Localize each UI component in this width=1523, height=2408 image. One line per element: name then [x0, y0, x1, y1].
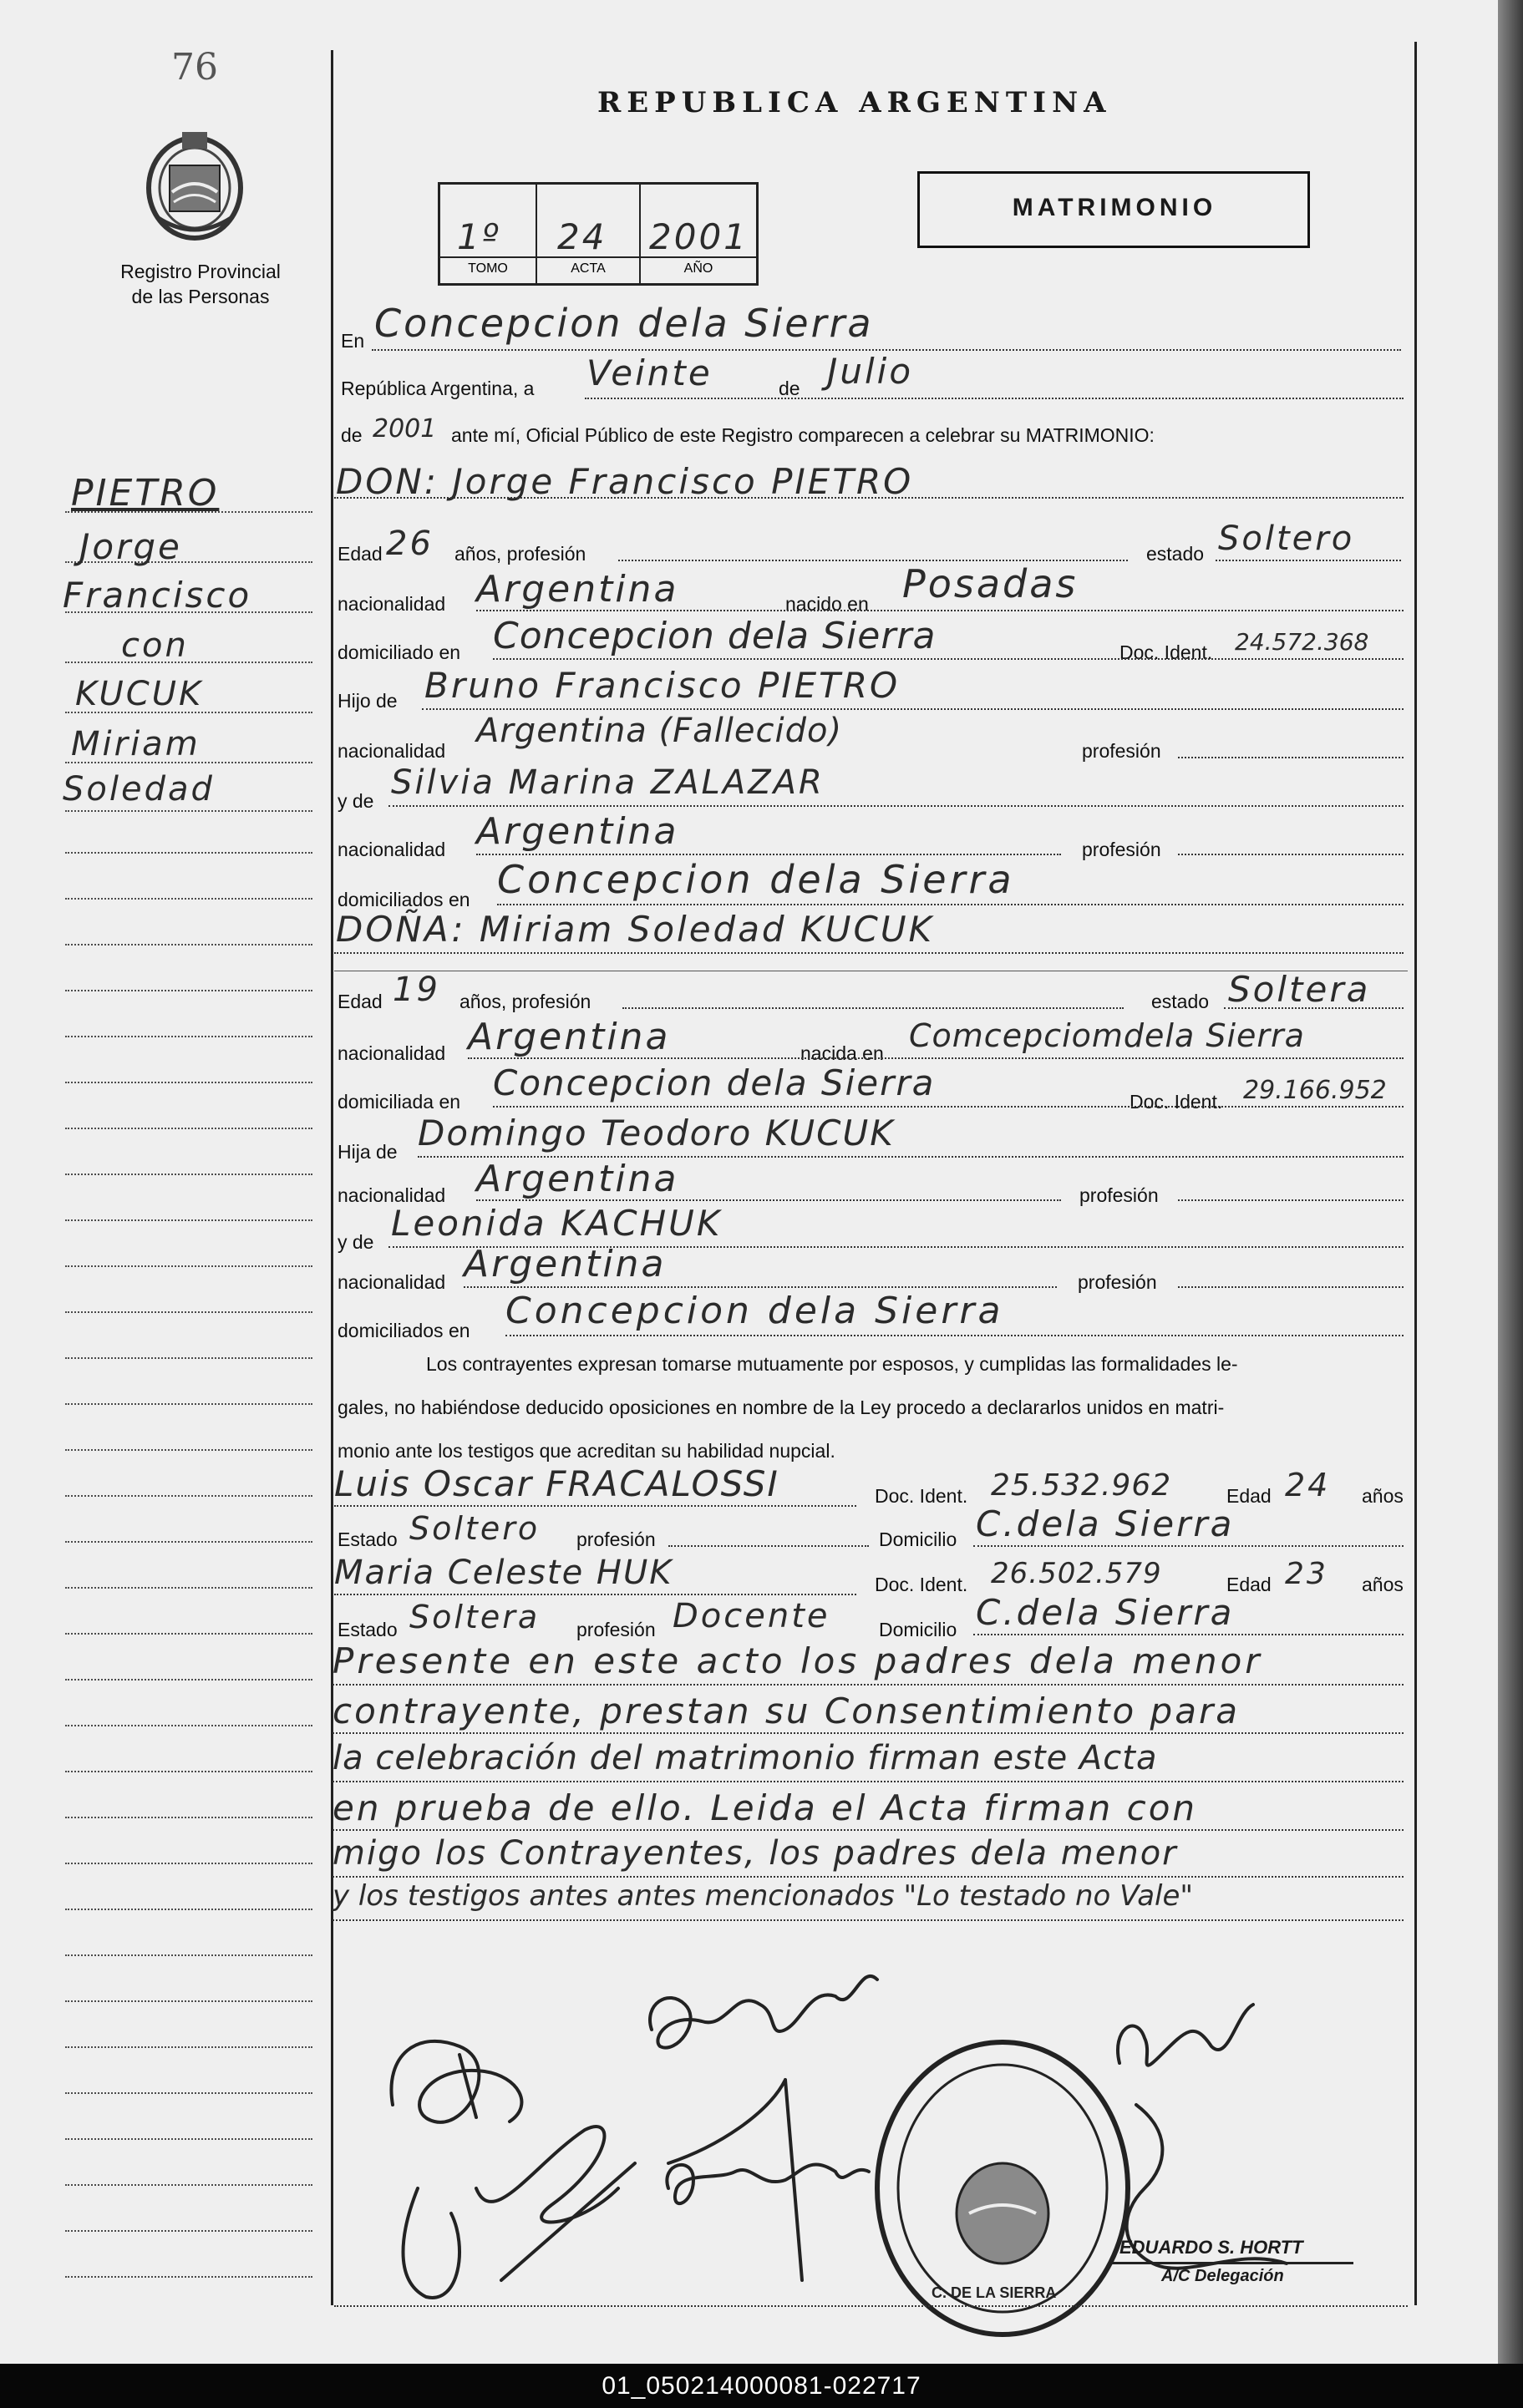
margin-line [65, 2230, 312, 2232]
anos-label: años [1362, 1485, 1404, 1507]
doc-ident-label: Doc. Ident. [875, 1485, 968, 1507]
note-line: contrayente, prestan su Consentimiento para [333, 1691, 1240, 1731]
fill-line [622, 1007, 1124, 1009]
bride-mother-nationality: Argentina [464, 1243, 667, 1285]
day-value: Veinte [586, 352, 713, 393]
bride-line: DOÑA: Miriam Soledad KUCUK [336, 909, 935, 950]
margin-line [65, 1174, 312, 1175]
groom-nationality: Argentina [476, 568, 679, 611]
groom-age: 26 [386, 525, 434, 563]
bride-father-nationality: Argentina [476, 1158, 679, 1200]
official-title: A/C Delegación [1161, 2267, 1284, 2285]
doc-ident-label: Doc. Ident. [875, 1574, 968, 1595]
month-value: Julio [827, 351, 914, 392]
nacida-label: nacida en [800, 1042, 884, 1064]
nacionalidad-label: nacionalidad [338, 740, 446, 762]
year-prefix-label: de [341, 424, 363, 446]
margin-line [65, 2092, 312, 2094]
margin-line [65, 1357, 312, 1359]
fill-line [497, 904, 1404, 905]
profesion-label: profesión [1082, 740, 1161, 762]
coat-of-arms-emblem [140, 125, 249, 242]
margin-line [65, 1633, 312, 1635]
groom-domicile: Concepcion dela Sierra [493, 615, 937, 657]
margin-note: Soledad [63, 770, 215, 809]
domiciliados-label: domiciliados en [338, 1320, 470, 1341]
fill-line [422, 708, 1404, 710]
margin-note: KUCUK [75, 675, 204, 713]
fill-line [493, 1106, 1404, 1108]
witness2-name: Maria Celeste HUK [334, 1554, 673, 1592]
margin-line [65, 1128, 312, 1129]
profesion-label: profesión [576, 1528, 656, 1550]
registry-name-line1: Registro Provincial [120, 261, 281, 282]
margin-line [65, 810, 312, 812]
fill-line [585, 398, 1404, 399]
bride-nationality: Argentina [468, 1016, 671, 1058]
margin-line [65, 1403, 312, 1405]
left-margin-border [331, 50, 333, 2305]
witness1-age: 24 [1285, 1467, 1331, 1503]
doc-ident-label: Doc. Ident. [1119, 641, 1213, 663]
nacido-label: nacido en [785, 593, 869, 615]
margin-line [65, 1863, 312, 1864]
fill-line [973, 1545, 1404, 1547]
nacionalidad-label: nacionalidad [338, 1042, 446, 1064]
statement-line-3: monio ante los testigos que acreditan su habilidad nupcial. [338, 1440, 835, 1462]
bride-age: 19 [393, 971, 440, 1009]
fill-line [505, 1335, 1404, 1336]
stamp-bottom-text: C. DE LA SIERRA [932, 2284, 1057, 2301]
fill-line [1178, 1199, 1404, 1201]
anos-label: años [1362, 1574, 1404, 1595]
de-label: de [779, 378, 800, 399]
fill-line [334, 952, 1404, 954]
groom-doc: 24.572.368 [1235, 628, 1369, 656]
witness1-estado: Soltero [409, 1510, 541, 1547]
witness1-doc: 25.532.962 [991, 1468, 1172, 1503]
bride-mother: Leonida KACHUK [391, 1203, 723, 1244]
fill-line [476, 1199, 1061, 1201]
groom-father: Bruno Francisco PIETRO [424, 665, 901, 706]
margin-line [65, 1265, 312, 1267]
year-value: 2001 [373, 414, 437, 444]
bride-estado: Soltera [1228, 969, 1371, 1010]
margin-line [65, 898, 312, 900]
statement-line-1: Los contrayentes expresan tomarse mutuamente por esposos, y cumplidas las formalidades le- [426, 1353, 1238, 1375]
footer-id-bar: 01_050214000081-022717 [0, 2364, 1523, 2408]
official-name: EDUARDO S. HORTT [1119, 2237, 1303, 2258]
witness2-domicile: C.dela Sierra [976, 1592, 1235, 1633]
margin-line [65, 1725, 312, 1726]
record-number-grid [438, 182, 759, 286]
witness2-estado: Soltera [409, 1599, 541, 1635]
margin-line [65, 1449, 312, 1451]
groom-line: DON: Jorge Francisco PIETRO [336, 461, 914, 502]
domiciliado-label: domiciliado en [338, 641, 461, 663]
place-value: Concepcion dela Sierra [374, 301, 874, 346]
domicilio-label: Domicilio [879, 1528, 957, 1550]
page-number: 76 [171, 46, 218, 89]
nacionalidad-label: nacionalidad [338, 1271, 446, 1293]
bride-father: Domingo Teodoro KUCUK [418, 1113, 895, 1153]
signature-2 [650, 1976, 877, 2048]
groom-mother: Silvia Marina ZALAZAR [391, 763, 825, 802]
groom-estado: Soltero [1218, 520, 1355, 558]
witness2-age: 23 [1285, 1557, 1328, 1591]
estado-label: estado [1146, 543, 1205, 565]
tomo-value: 1º [457, 216, 501, 257]
fill-line [333, 1684, 1404, 1686]
fill-line [333, 1829, 1404, 1831]
country-title: REPUBLICA ARGENTINA [597, 86, 1112, 119]
fill-line [334, 1505, 856, 1507]
margin-line [65, 2138, 312, 2140]
margin-line [65, 852, 312, 854]
estado-cap-label: Estado [338, 1528, 398, 1550]
margin-line [65, 2184, 312, 2186]
witness2-profesion: Docente [673, 1597, 830, 1635]
edad-label: Edad [338, 991, 383, 1012]
fill-line [334, 497, 1404, 499]
profesion-label: profesión [1078, 1271, 1157, 1293]
fill-line [1224, 1007, 1404, 1009]
tomo-label: TOMO [468, 261, 508, 276]
groom-birthplace: Posadas [902, 561, 1079, 606]
groom-mother-nationality: Argentina [476, 810, 679, 853]
note-line: migo los Contrayentes, los padres dela menor [333, 1834, 1178, 1873]
margin-line [65, 990, 312, 991]
nacionalidad-label: nacionalidad [338, 593, 446, 615]
signature-6 [1118, 2005, 1253, 2066]
margin-note: PIETRO [71, 472, 220, 515]
fill-line [388, 805, 1404, 807]
groom-father-nationality: Argentina (Fallecido) [476, 712, 843, 750]
margin-line [65, 944, 312, 945]
profesion-label: profesión [1082, 839, 1161, 860]
ano-value: 2001 [649, 216, 749, 257]
acta-value: 24 [557, 216, 607, 257]
republica-label: República Argentina, a [341, 378, 535, 399]
estado-label: estado [1151, 991, 1210, 1012]
nacionalidad-label: nacionalidad [338, 1184, 446, 1206]
signature-1 [391, 2041, 521, 2122]
fill-line [476, 610, 1404, 611]
margin-line [65, 1954, 312, 1956]
official-name-rule [1111, 2262, 1353, 2264]
statement-line-2: gales, no habiéndose deducido oposiciones en nombre de la Ley procedo a declararlos unidos en matri- [338, 1397, 1225, 1418]
note-line: en prueba de ello. Leida el Acta firman con [333, 1787, 1198, 1828]
fill-line [1178, 1286, 1404, 1288]
estado-cap-label: Estado [338, 1619, 398, 1640]
en-label: En [341, 330, 365, 352]
groom-parents-domicile: Concepcion dela Sierra [497, 857, 1015, 902]
bride-birthplace: Comcepciomdela Sierra [909, 1017, 1305, 1054]
margin-note: con [121, 626, 189, 665]
margin-note: Francisco [63, 575, 252, 616]
yde-label: y de [338, 1231, 374, 1253]
margin-line [65, 1817, 312, 1818]
fill-line [464, 1286, 1057, 1288]
witness2-doc: 26.502.579 [991, 1557, 1162, 1590]
fill-line [468, 1057, 1404, 1059]
witness1-name: Luis Oscar FRACALOSSI [334, 1463, 779, 1504]
margin-line [65, 1495, 312, 1497]
margin-line [65, 1036, 312, 1037]
note-line: Presente en este acto los padres dela menor [333, 1640, 1263, 1681]
fill-line [333, 1876, 1404, 1878]
bride-domicile: Concepcion dela Sierra [493, 1062, 936, 1103]
domiciliada-label: domiciliada en [338, 1091, 461, 1113]
profesion-label: profesión [1079, 1184, 1159, 1206]
anos-profesion-label: años, profesión [454, 543, 586, 565]
margin-line [65, 662, 312, 663]
note-line: la celebración del matrimonio firman este Acta [333, 1739, 1158, 1777]
margin-line [65, 2276, 312, 2278]
margin-note: Jorge [79, 526, 182, 567]
domiciliados-label: domiciliados en [338, 889, 470, 910]
margin-line [65, 1909, 312, 1910]
note-line: y los testigos antes antes mencionados "Lo testado no Vale" [333, 1879, 1194, 1913]
margin-line [65, 1587, 312, 1589]
registry-name-line2: de las Personas [131, 286, 270, 307]
intro-text: ante mí, Oficial Público de este Registro comparecen a celebrar su MATRIMONIO: [451, 424, 1155, 446]
fill-line [1178, 854, 1404, 855]
edad-label: Edad [1226, 1574, 1272, 1595]
margin-line [65, 1679, 312, 1681]
nacionalidad-label: nacionalidad [338, 839, 446, 860]
bride-doc: 29.166.952 [1243, 1076, 1387, 1105]
fill-line [973, 1634, 1404, 1635]
signature-3 [404, 2127, 636, 2298]
margin-line [65, 2046, 312, 2048]
margin-line [65, 1311, 312, 1313]
doc-ident-label: Doc. Ident. [1130, 1091, 1223, 1113]
ano-label: AÑO [683, 261, 713, 276]
anos-profesion-label: años, profesión [459, 991, 591, 1012]
bride-parents-domicile: Concepcion dela Sierra [505, 1290, 1004, 1332]
margin-line [65, 1771, 312, 1772]
fill-line [334, 1594, 856, 1595]
document-type-label: MATRIMONIO [1012, 194, 1217, 221]
margin-note: Miriam [71, 725, 201, 763]
margin-line [65, 1082, 312, 1083]
profesion-label: profesión [576, 1619, 656, 1640]
margin-line [65, 2000, 312, 2002]
witness1-domicile: C.dela Sierra [976, 1503, 1235, 1544]
page-edge-shadow [1498, 0, 1523, 2408]
fill-line [1216, 560, 1401, 561]
edad-label: Edad [1226, 1485, 1272, 1507]
edad-label: Edad [338, 543, 383, 565]
domicilio-label: Domicilio [879, 1619, 957, 1640]
fill-line [476, 854, 1061, 855]
fill-line [1178, 757, 1404, 758]
fill-line [668, 1545, 869, 1547]
signature-5 [667, 2164, 869, 2203]
hijo-label: Hijo de [338, 690, 398, 712]
margin-line [65, 1219, 312, 1221]
fill-line [333, 1732, 1404, 1734]
fill-line [493, 658, 1404, 660]
acta-label: ACTA [571, 261, 606, 276]
hija-label: Hija de [338, 1141, 398, 1163]
fill-line [333, 1781, 1404, 1782]
margin-line [65, 1541, 312, 1543]
fill-line [334, 2305, 1408, 2307]
yde-label: y de [338, 790, 374, 812]
